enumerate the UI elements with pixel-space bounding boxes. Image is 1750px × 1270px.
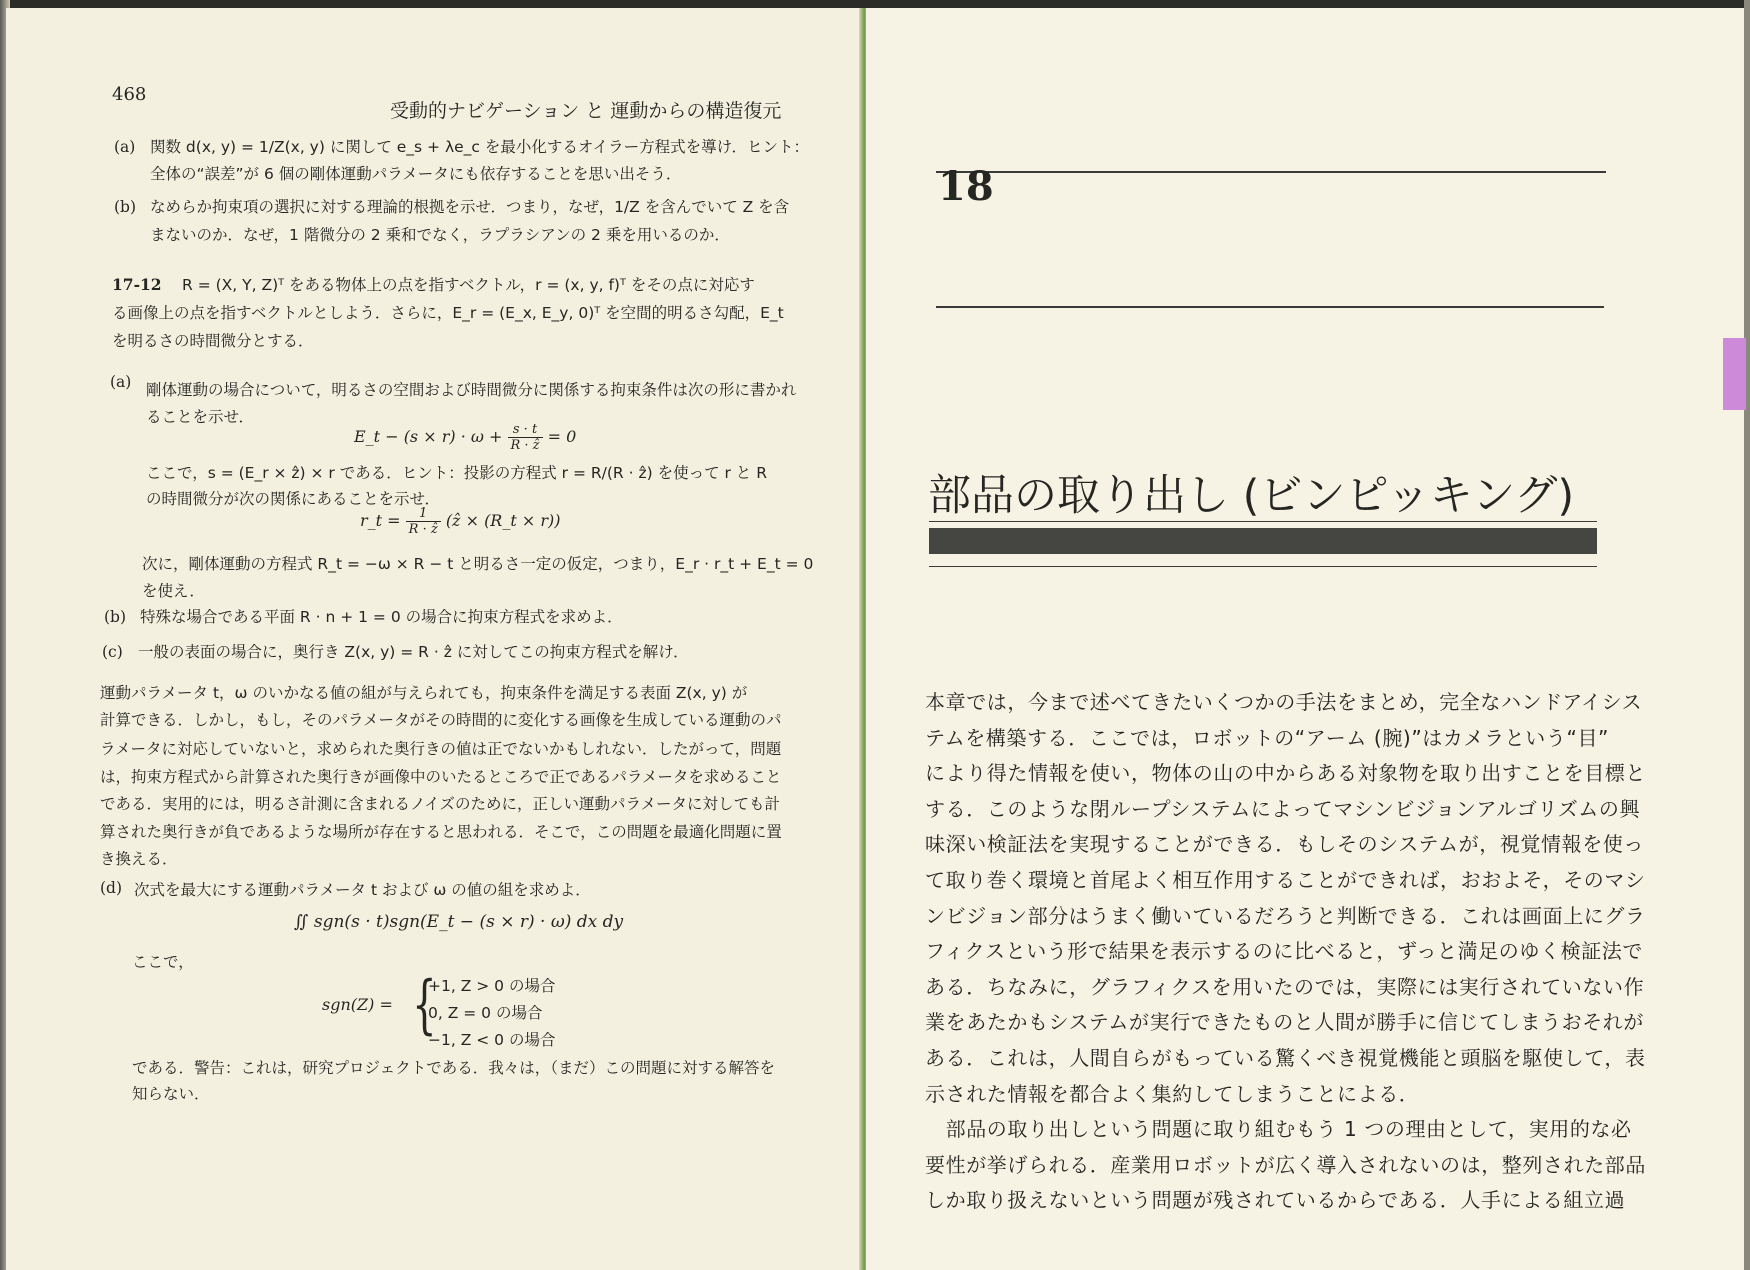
item-text: の時間微分が次の関係にあることを示せ． <box>146 490 441 508</box>
item-text: ることを示せ． <box>146 408 255 426</box>
paragraph-line: である．実用的には，明るさ計測に含まれるノイズのために，正しい運動パラメータに対しても計 <box>100 795 780 813</box>
paragraph-line: き換える． <box>100 850 178 868</box>
equation-left: E_t − (s × r) · ω + <box>354 427 503 446</box>
body-line: て取り巻く環境と首尾よく相互作用することができれば，おおよそ，そのマシ <box>925 868 1646 892</box>
body-line: フィクスという形で結果を表示するのに比べると，ずっと満足のゆく検証法で <box>925 939 1643 963</box>
item-text: 全体の“誤差”が 6 個の剛体運動パラメータにも依存することを思い出そう． <box>150 165 682 183</box>
item-text: 関数 d(x, y) = 1/Z(x, y) に関して e_s + λe_c を最小化するオイラー方程式を導け．ヒント： <box>150 138 809 156</box>
body-line: ある．これは，人間自らがもっている驚くべき視覚機能と頭脳を駆使して，表 <box>925 1046 1646 1070</box>
sgn-lhs: sgn(Z) = <box>322 995 393 1014</box>
item-text: 次に，剛体運動の方程式 R_t = −ω × R − t と明るさ一定の仮定，つまり，E_r · r_t + E_t = 0 <box>142 555 814 573</box>
sgn-cases <box>428 973 555 1054</box>
equation-derivative <box>360 506 561 537</box>
equation-constraint <box>354 422 576 453</box>
paragraph-line: 計算できる．しかし，もし，そのパラメータがその時間的に変化する画像を生成している運動のパ <box>100 711 782 729</box>
fraction-numerator: s · t <box>508 422 543 438</box>
chapter-title: 部品の取り出し (ビンピッキング) <box>928 471 1575 521</box>
item-label: (a) <box>110 373 132 391</box>
item-text: なめらか拘束項の選択に対する理論的根拠を示せ．つまり，なぜ，1/Z を含んでいて Z を含 <box>150 198 790 216</box>
item-label: (c) <box>102 643 123 661</box>
fraction-denominator: R · ẑ <box>408 522 438 537</box>
equation-left: r_t = <box>360 511 401 530</box>
title-rule <box>929 521 1597 522</box>
paragraph-line: ラメータに対応していないと，求められた奥行きの値は正でないかもしれない．したがって，問題 <box>100 740 782 758</box>
integral-equation: ∬ sgn(s · t)sgn(E_t − (s × r) · ω) dx dy <box>294 912 624 932</box>
problem-text: る画像上の点を指すベクトルとしよう．さらに，E_r = (E_x, E_y, 0)ᵀ を空間的明るさ勾配，E_t <box>112 304 784 322</box>
body-line: 部品の取り出しという問題に取り組むもう 1 つの理由として，実用的な必 <box>925 1117 1632 1141</box>
sgn-case: 0, Z = 0 の場合 <box>428 1004 543 1022</box>
body-line: 本章では，今まで述べてきたいくつかの手法をまとめ，完全なハンドアイシス <box>925 690 1643 714</box>
problem-text: R = (X, Y, Z)ᵀ をある物体上の点を指すベクトル，r = (x, y, f)ᵀ をその点に対応す <box>182 276 755 294</box>
item-text: 剛体運動の場合について，明るさの空間および時間微分に関係する拘束条件は次の形に書かれ <box>146 381 797 399</box>
body-line: 示された情報を都合よく集約してしまうことによる． <box>925 1082 1420 1106</box>
item-label: (b) <box>114 198 137 216</box>
paragraph-line: 運動パラメータ t，ω のいかなる値の組が与えられても，拘束条件を満足する表面 Z(x, y) が <box>100 684 748 702</box>
item-text: まないのか．なぜ，1 階微分の 2 乗和でなく，ラプラシアンの 2 乗を用いるのか． <box>150 226 730 244</box>
body-line: しか取り扱えないという問題が残されているからである．人手による組立過 <box>925 1188 1626 1212</box>
note-text: 知らない． <box>132 1085 210 1103</box>
body-line: テムを構築する．ここでは，ロボットの“アーム (腕)”はカメラという“目” <box>925 726 1610 750</box>
item-label: (b) <box>104 608 127 626</box>
sticky-note-tab <box>1723 338 1746 410</box>
note-text: である．警告：これは，研究プロジェクトである．我々は，（まだ）この問題に対する解答を <box>132 1059 775 1077</box>
item-text: 特殊な場合である平面 R · n + 1 = 0 の場合に拘束方程式を求めよ． <box>140 608 623 626</box>
body-line: する．このような閉ループシステムによってマシンビジョンアルゴリズムの興 <box>925 797 1641 821</box>
sgn-case: +1, Z > 0 の場合 <box>428 977 556 995</box>
equation-right: = 0 <box>547 427 577 446</box>
fraction-denominator: R · ẑ <box>510 438 540 453</box>
running-header: 受動的ナビゲーション と 運動からの構造復元 <box>390 100 782 122</box>
body-line: 要性が挙げられる．産業用ロボットが広く導入されないのは，整列された部品 <box>925 1153 1646 1177</box>
body-line: ある．ちなみに，グラフィクスを用いたのでは，実際には実行されていない作 <box>925 975 1645 999</box>
sgn-case: −1, Z < 0 の場合 <box>428 1031 556 1049</box>
equation-right: (ẑ × (R_t × r)) <box>445 511 561 530</box>
book-edge-right <box>1744 0 1750 1270</box>
problem-text: を明るさの時間微分とする． <box>112 332 314 350</box>
chapter-rule <box>936 306 1604 308</box>
fraction-numerator: 1 <box>406 506 441 522</box>
title-bar <box>929 528 1597 554</box>
item-text: を使え． <box>142 582 205 600</box>
body-line: 業をあたかもシステムが実行できたものと人間が勝手に信じてしまうおそれが <box>925 1010 1644 1034</box>
item-text: ここで， <box>132 953 194 971</box>
body-line: により得た情報を使い，物体の山の中からある対象物を取り出すことを目標と <box>925 761 1646 785</box>
body-line: 味深い検証法を実現することができる．もしそのシステムが，視覚情報を使っ <box>925 832 1644 856</box>
equation-fraction <box>508 422 543 453</box>
body-line: ンビジョン部分はうまく働いているだろうと判断できる．これは画面上にグラ <box>925 904 1646 928</box>
item-text: 次式を最大にする運動パラメータ t および ω の値の組を求めよ． <box>134 881 591 899</box>
chapter-number: 18 <box>938 163 994 210</box>
page-number: 468 <box>112 84 147 105</box>
problem-number: 17-12 <box>112 275 162 294</box>
top-rule <box>936 171 1606 173</box>
left-brace: { <box>412 968 437 1042</box>
item-label: (d) <box>100 879 123 897</box>
item-text: ここで，s = (E_r × ẑ) × r である．ヒント：投影の方程式 r = R/(R · ẑ) を使って r と R <box>146 464 768 482</box>
title-rule-bottom <box>929 566 1597 567</box>
item-label: (a) <box>114 138 136 156</box>
equation-fraction <box>406 506 441 537</box>
paragraph-line: 算された奥行きが負であるような場所が存在すると思われる．そこで，この問題を最適化問題に置 <box>100 823 782 841</box>
item-text: 一般の表面の場合に，奥行き Z(x, y) = R · ẑ に対してこの拘束方程式を解け． <box>138 643 689 661</box>
paragraph-line: は，拘束方程式から計算された奥行きが画像中のいたるところで正であるパラメータを求めること <box>100 768 782 786</box>
